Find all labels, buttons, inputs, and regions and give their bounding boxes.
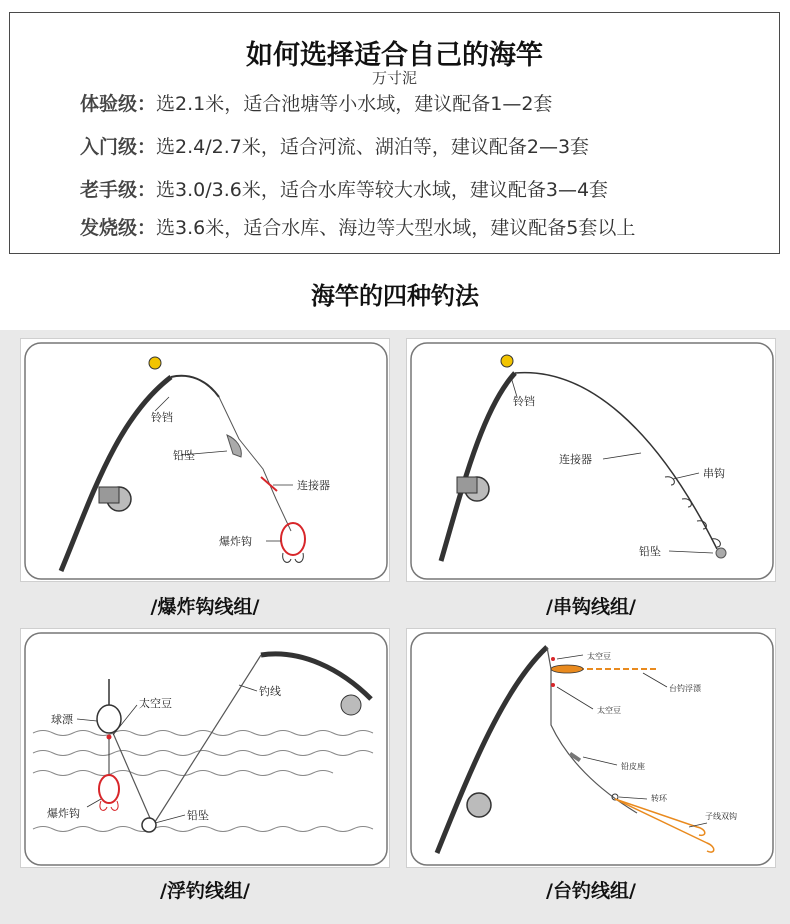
ball-float-icon <box>97 679 121 733</box>
caption-chuan: /串钩线组/ <box>546 596 636 618</box>
level-row-enthusiast <box>80 213 635 240</box>
label-hooks: 串钩 <box>703 467 725 480</box>
connector-icon <box>261 477 277 491</box>
panel-baozha <box>20 338 390 582</box>
fu-diagram <box>21 629 391 869</box>
sinker-icon <box>142 818 156 832</box>
rod-icon <box>61 377 171 571</box>
diagram-frame <box>411 343 773 579</box>
label-swivel: 转环 <box>651 794 667 803</box>
label-seat: 铅皮座 <box>621 762 645 771</box>
caption-fu: /浮钓线组/ <box>160 880 250 902</box>
level-desc: 选3.6米，适合水库、海边等大型水域，建议配备5套以上 <box>156 217 636 239</box>
space-bean-icon <box>107 735 112 740</box>
level-desc: 选2.1米，适合池塘等小水域，建议配备1—2套 <box>156 93 553 115</box>
label-float: 台钓浮漂 <box>669 684 701 693</box>
reel-icon <box>99 487 131 511</box>
label-hooks: 子线双钩 <box>705 812 737 821</box>
label-bean-top: 太空豆 <box>587 652 611 661</box>
level-row-experience <box>80 89 552 116</box>
rod-icon <box>437 647 547 853</box>
fishing-line <box>515 373 717 549</box>
rod-selection-box <box>9 12 780 254</box>
diagram-frame <box>25 343 387 579</box>
reel-icon <box>467 793 491 817</box>
level-name: 体验级： <box>80 93 157 115</box>
main-title: 如何选择适合自己的海竿 <box>246 40 543 71</box>
level-desc: 选3.0/3.6米，适合水库等较大水域，建议配备3—4套 <box>156 179 609 201</box>
panel-tai <box>406 628 776 868</box>
level-name: 入门级： <box>80 136 157 158</box>
label-hook: 爆炸钩 <box>219 535 252 548</box>
rod-icon <box>441 373 515 561</box>
reel-icon <box>341 695 361 715</box>
label-bean: 太空豆 <box>139 697 172 710</box>
level-row-beginner <box>80 132 589 159</box>
diagram-frame <box>411 633 773 865</box>
label-sinker: 铅坠 <box>639 545 661 558</box>
label-sinker: 铅坠 <box>187 809 209 822</box>
caption-tai: /台钓线组/ <box>546 880 636 902</box>
label-bean-bottom: 太空豆 <box>597 706 621 715</box>
fishing-line <box>219 397 291 531</box>
label-bell: 铃铛 <box>151 411 173 424</box>
bell-icon <box>501 355 513 367</box>
label-line: 钓线 <box>259 685 281 698</box>
series-hooks-icon <box>665 477 720 547</box>
level-desc: 选2.4/2.7米，适合河流、湖泊等，建议配备2—3套 <box>156 136 590 158</box>
double-hooks-icon <box>615 799 714 852</box>
explosion-hook-icon <box>281 523 305 562</box>
float-icon <box>551 665 657 673</box>
bell-icon <box>149 357 161 369</box>
label-hook: 爆炸钩 <box>47 807 80 820</box>
baozha-diagram <box>21 339 391 583</box>
label-sinker: 铅坠 <box>173 449 195 462</box>
space-bean-top-icon <box>551 657 555 661</box>
fishing-line <box>153 655 261 825</box>
level-row-veteran <box>80 175 608 202</box>
panel-fu <box>20 628 390 868</box>
explosion-hook-icon <box>99 739 119 810</box>
space-bean-bottom-icon <box>551 683 555 687</box>
author-name: 万寸泥 <box>371 69 417 87</box>
tai-diagram <box>407 629 777 869</box>
chuan-diagram <box>407 339 777 583</box>
level-name: 老手级： <box>80 179 157 201</box>
sinker-icon <box>716 548 726 558</box>
level-name: 发烧级： <box>80 217 157 239</box>
label-connector: 连接器 <box>297 479 330 492</box>
label-bell: 铃铛 <box>513 395 535 408</box>
label-connector: 连接器 <box>559 453 592 466</box>
section-title: 海竿的四种钓法 <box>311 282 479 310</box>
label-float: 球漂 <box>51 713 73 726</box>
panel-chuan <box>406 338 776 582</box>
caption-baozha: /爆炸钩线组/ <box>150 596 260 618</box>
